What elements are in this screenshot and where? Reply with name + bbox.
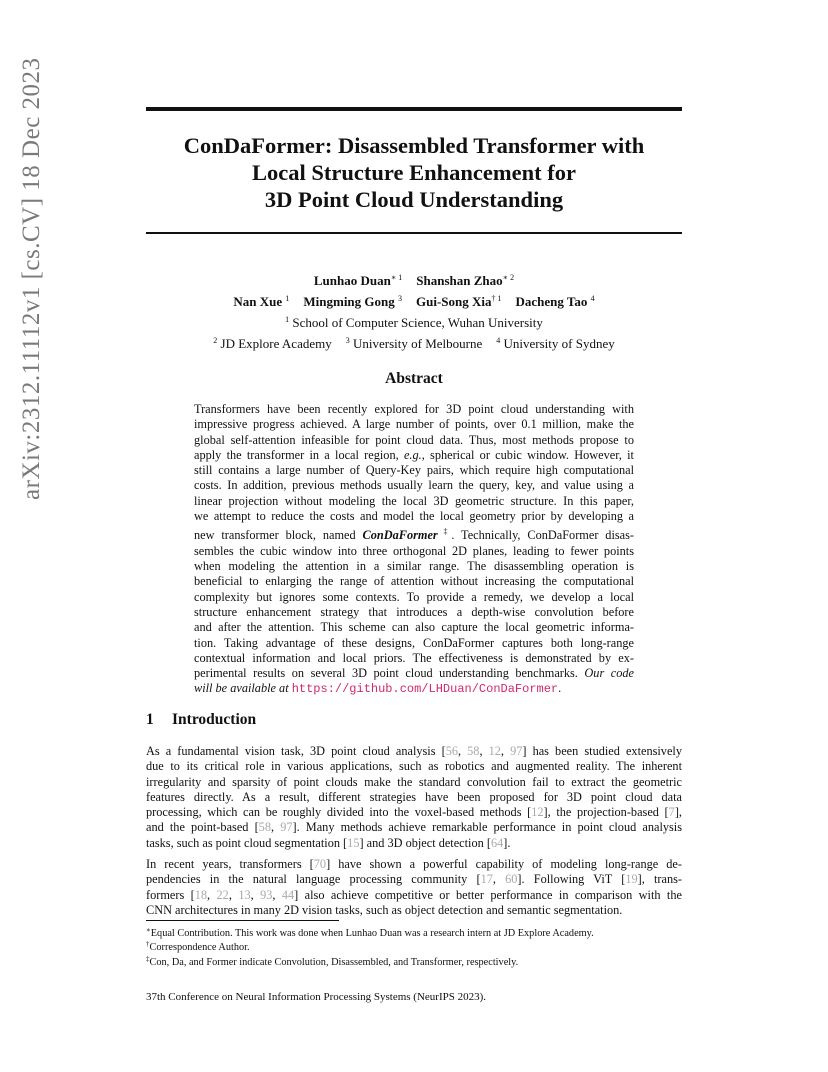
citation-link[interactable]: 44 <box>281 887 295 902</box>
citation-link[interactable]: 19 <box>625 872 638 887</box>
citation-link[interactable]: 58 <box>467 744 480 758</box>
arxiv-stamp: arXiv:2312.11112v1 [cs.CV] 18 Dec 2023 <box>18 57 45 500</box>
footnote-rule <box>146 920 339 921</box>
citation-link[interactable]: 97 <box>280 820 293 835</box>
title-bottom-rule <box>146 232 682 234</box>
citation-link[interactable]: 12 <box>531 805 544 820</box>
author-name: Shanshan Zhao <box>416 273 503 288</box>
author-name: Dacheng Tao <box>515 294 588 309</box>
paper-title <box>146 132 682 213</box>
affiliation-row-1: $^1$ School of Computer Science, Wuhan University <box>285 315 543 330</box>
affiliation: University of Melbourne <box>352 336 483 351</box>
intro-paragraph-2: In recent years, transformers [70] have shown a powerful capability of modeling long-range de- pendencies in the natural language processing community [17, 60]. Following ViT [19], trans- formers [18, 22, 13, 93, 44] also achieve competitive or better performance in comparison with the CNN architectures in many 2D vision tasks, such as object detection and semantic segmentation. <box>146 857 682 917</box>
author-name: Mingming Gong <box>303 294 395 309</box>
author-name: Gui-Song Xia <box>416 294 492 309</box>
citation-link[interactable]: 70 <box>313 857 327 871</box>
section-heading: 1 Introduction <box>146 711 257 728</box>
conference-note: 37th Conference on Neural Information Processing Systems (NeurIPS 2023). <box>146 991 487 1003</box>
citation-link[interactable]: 12 <box>488 744 501 758</box>
abstract-heading: Abstract <box>385 370 443 387</box>
citation-link[interactable]: 60 <box>505 872 518 887</box>
citation-link[interactable]: 58 <box>258 820 271 835</box>
title-line-2: Local Structure Enhancement for <box>252 160 576 185</box>
title-line-3: 3D Point Cloud Understanding <box>264 187 564 212</box>
citation-link[interactable]: 17 <box>480 872 493 887</box>
citation-link[interactable]: 15 <box>347 835 360 850</box>
author-block <box>146 269 682 353</box>
affiliation-row-2: $^2$ JD Explore Academy $^3$ University of Melbourne $^4$ University of Sydney <box>213 336 615 351</box>
affiliation: University of Sydney <box>503 336 615 351</box>
citation-link[interactable]: 13 <box>238 887 251 902</box>
citation-link[interactable]: 64 <box>490 835 504 850</box>
abstract-body: Transformers have been recently explored for 3D point cloud understanding with impressive progress achieved. A large number of points, over 0.1 million, make the global self-attention infeasible for point cloud data. Thus, most methods propose to apply the transformer in a local region, e.g., spherical or cubic window. However, it still contains a large number of Query-Key pairs, which require high computational costs. In addition, previous methods usually learn the query, key, and value using a linear projection without modeling the local 3D geometric structure. In this paper, we attempt to reduce the costs and model the local geometry prior by developing a new transformer block, named ConDaFormer ‡. Technically, ConDaFormer disas- sembles the cubic window into three orthogonal 2D planes, leading to fewer points when modeling the attention in a similar range. The disassembling operation is beneficial to enlarging the range of attention without increasing the computational complexity but ignores some contexts. To provide a remedy, we develop a local structure enhancement strategy that introduces a depth-wise convolution before and after the attention. This scheme can also capture the local geometric informa- tion. Taking advantage of these designs, ConDaFormer captures both long-range contextual information and local priors. The effectiveness is demonstrated by ex- perimental results on several 3D point cloud understanding benchmarks. Our code will be available at https://github.com/LHDuan/ConDaFormer. <box>194 402 634 697</box>
author-name: Nan Xue <box>233 294 283 309</box>
intro-paragraph-1: As a fundamental vision task, 3D point cloud analysis [56, 58, 12, 97] has been studied extensively due to its critical role in various applications, such as robotics and augmented reality. The inherent irregularity and sparsity of point clouds make the standard convolution fail to extract the geometric features directly. As a result, different strategies have been proposed for 3D point cloud data processing, which can be roughly divided into the voxel-based methods [12], the projection-based [7], and the point-based [58, 97]. Many methods achieve remarkable performance in point cloud analysis tasks, such as point cloud segmentation [15] and 3D object detection [64]. <box>146 744 683 850</box>
citation-link[interactable]: 22 <box>216 887 229 902</box>
author-row-2: Nan Xue $^1$ Mingming Gong $^3$ Gui-Song Xia$^{\dagger 1}$ Dacheng Tao $^4$ <box>233 294 595 309</box>
citation-link[interactable]: 7 <box>668 805 675 820</box>
citation-link[interactable]: 97 <box>510 744 523 758</box>
footnote-2: †Correspondence Author. <box>146 940 250 953</box>
code-url-link[interactable]: https://github.com/LHDuan/ConDaFormer <box>291 682 559 697</box>
title-top-rule <box>146 107 682 111</box>
author-name: Lunhao Duan <box>313 273 391 288</box>
method-name: ConDaFormer <box>362 528 438 543</box>
citation-link[interactable]: 93 <box>260 887 273 902</box>
citation-link[interactable]: 56 <box>445 744 458 758</box>
title-line-1: ConDaFormer: Disassembled Transformer with <box>183 133 645 158</box>
author-row-1: Lunhao Duan$^{∗ 1}$ Shanshan Zhao$^{∗ 2}$ <box>313 273 515 288</box>
affiliation: School of Computer Science, Wuhan University <box>292 315 543 330</box>
citation-link[interactable]: 18 <box>194 887 208 902</box>
footnote-1: ∗Equal Contribution. This work was done when Lunhao Duan was a research intern at JD Explore Academy. <box>146 926 594 939</box>
footnote-3: ‡Con, Da, and Former indicate Convolution, Disassembled, and Transformer, respectively. <box>146 955 519 968</box>
affiliation: JD Explore Academy <box>220 336 332 351</box>
